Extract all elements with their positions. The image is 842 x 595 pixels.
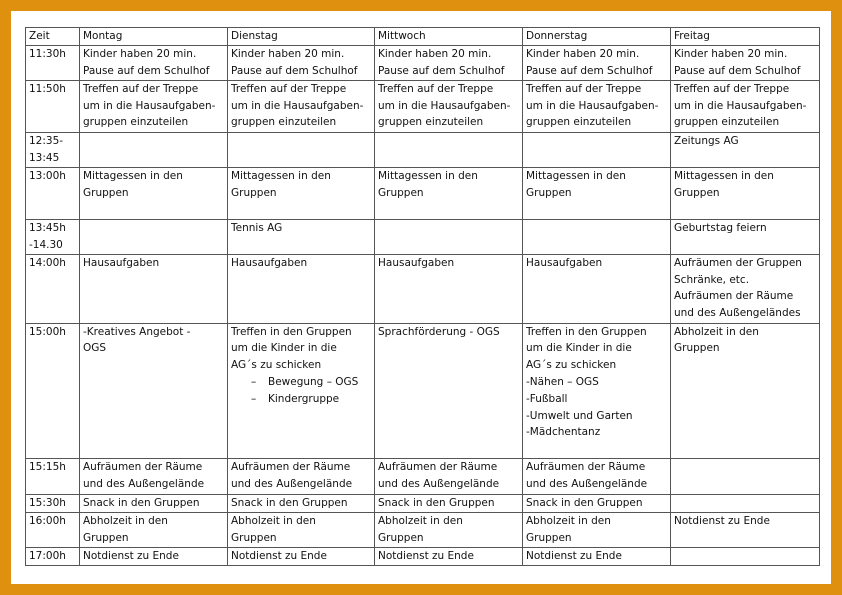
cell-text-line: Mittagessen in den	[83, 169, 183, 182]
schedule-cell	[523, 512, 671, 547]
time-label: 15:15h	[29, 461, 66, 474]
cell-text-line: Zeitungs AG	[674, 134, 739, 147]
cell-text-line: Notdienst zu Ende	[231, 549, 327, 562]
schedule-cell	[523, 254, 671, 323]
cell-text-line: Notdienst zu Ende	[378, 549, 474, 562]
cell-text-line: Gruppen	[674, 186, 720, 199]
cell-text-line: Geburtstag feiern	[674, 221, 767, 234]
time-cell	[26, 323, 80, 459]
cell-text-line: Notdienst zu Ende	[526, 549, 622, 562]
cell-text-line: Gruppen	[378, 186, 424, 199]
cell-text-line: Mittagessen in den	[378, 169, 478, 182]
table-row	[26, 459, 820, 494]
cell-text-line: und des Außengelände	[83, 478, 205, 491]
cell-text-line: Treffen auf der Treppe	[378, 82, 494, 95]
schedule-cell	[375, 494, 523, 512]
schedule-cell	[228, 459, 375, 494]
schedule-cell	[80, 254, 228, 323]
cell-text-line: Aufräumen der Räume	[83, 461, 203, 474]
cell-text-line: und des Außengelände	[378, 478, 500, 491]
schedule-cell	[80, 167, 228, 219]
table-row	[26, 219, 820, 254]
schedule-cell	[375, 45, 523, 80]
schedule-cell	[671, 547, 820, 565]
table-row	[26, 132, 820, 167]
table-row	[26, 45, 820, 80]
header-label: Donnerstag	[526, 30, 588, 42]
cell-text-line: Abholzeit in den	[231, 514, 316, 527]
schedule-cell	[228, 547, 375, 565]
schedule-cell	[375, 132, 523, 167]
cell-text-line: Treffen auf der Treppe	[526, 82, 642, 95]
schedule-cell	[375, 219, 523, 254]
time-cell	[26, 254, 80, 323]
schedule-cell	[80, 459, 228, 494]
time-label: 11:50h	[29, 82, 66, 95]
schedule-cell	[375, 80, 523, 132]
schedule-cell	[228, 323, 375, 459]
header-cell-day	[523, 28, 671, 46]
cell-text-line: Aufräumen der Gruppen	[674, 256, 802, 269]
time-label: 13:00h	[29, 169, 66, 182]
schedule-cell	[523, 547, 671, 565]
cell-text-line: Kinder haben 20 min.	[83, 47, 197, 60]
document-page	[11, 11, 831, 584]
schedule-cell	[375, 547, 523, 565]
time-cell	[26, 219, 80, 254]
cell-text-line: Hausaufgaben	[378, 256, 455, 269]
cell-text-line: Mittagessen in den	[231, 169, 331, 182]
header-cell-day	[671, 28, 820, 46]
schedule-cell	[228, 512, 375, 547]
schedule-cell	[375, 512, 523, 547]
cell-text-line: Pause auf dem Schulhof	[83, 64, 210, 77]
time-cell	[26, 547, 80, 565]
time-cell	[26, 45, 80, 80]
cell-text-line: Gruppen	[83, 186, 129, 199]
cell-text-line: Aufräumen der Räume	[378, 461, 498, 474]
schedule-cell	[80, 219, 228, 254]
cell-text-line: OGS	[83, 342, 107, 355]
cell-text-line: Treffen auf der Treppe	[231, 82, 347, 95]
cell-text-line: Pause auf dem Schulhof	[378, 64, 505, 77]
schedule-cell	[375, 459, 523, 494]
cell-text-line: -Mädchentanz	[526, 426, 601, 439]
cell-text-line: gruppen einzuteilen	[378, 116, 484, 129]
cell-text-line: Schränke, etc.	[674, 273, 750, 286]
time-label: 15:00h	[29, 325, 66, 338]
schedule-cell	[671, 219, 820, 254]
schedule-cell	[671, 167, 820, 219]
cell-text-line: Hausaufgaben	[231, 256, 308, 269]
time-label: 15:30h	[29, 496, 66, 509]
header-row	[26, 28, 820, 46]
schedule-table	[25, 27, 820, 566]
cell-text-line: Kinder haben 20 min.	[674, 47, 788, 60]
cell-text-line: Mittagessen in den	[526, 169, 626, 182]
schedule-cell	[671, 132, 820, 167]
cell-text-line: gruppen einzuteilen	[674, 116, 780, 129]
schedule-cell	[523, 459, 671, 494]
schedule-cell	[375, 254, 523, 323]
time-cell	[26, 494, 80, 512]
schedule-cell	[228, 45, 375, 80]
cell-text-line: Snack in den Gruppen	[83, 496, 200, 509]
cell-text-line: und des Außengelände	[526, 478, 648, 491]
schedule-cell	[228, 494, 375, 512]
cell-text-line: Abholzeit in den	[378, 514, 463, 527]
cell-text-line: Notdienst zu Ende	[83, 549, 179, 562]
cell-text-line: Treffen in den Gruppen	[526, 325, 647, 338]
cell-text-line: Mittagessen in den	[674, 169, 774, 182]
cell-text-line: Pause auf dem Schulhof	[526, 64, 653, 77]
cell-text-line: Aufräumen der Räume	[526, 461, 646, 474]
schedule-cell	[80, 80, 228, 132]
cell-text-line: Notdienst zu Ende	[674, 514, 770, 527]
schedule-cell	[671, 459, 820, 494]
cell-text-line: Treffen auf der Treppe	[83, 82, 199, 95]
cell-text-line: Gruppen	[83, 531, 129, 544]
cell-text-line: Gruppen	[231, 186, 277, 199]
cell-text-line: Pause auf dem Schulhof	[231, 64, 358, 77]
cell-text-line: Kinder haben 20 min.	[526, 47, 640, 60]
schedule-cell	[671, 80, 820, 132]
table-row	[26, 167, 820, 219]
cell-text-line: Abholzeit in den	[674, 325, 759, 338]
cell-text-line: Snack in den Gruppen	[231, 496, 348, 509]
schedule-cell	[523, 80, 671, 132]
schedule-cell	[671, 512, 820, 547]
time-label: 12:35-	[29, 134, 64, 147]
schedule-cell	[671, 494, 820, 512]
cell-text-line: Abholzeit in den	[526, 514, 611, 527]
schedule-cell	[375, 167, 523, 219]
cell-text-line: und des Außengelände	[231, 478, 353, 491]
cell-text-line: AG´s zu schicken	[526, 359, 617, 372]
cell-text-line: und des Außengeländes	[674, 307, 801, 320]
time-label: 17:00h	[29, 549, 66, 562]
cell-bullet-item: – Bewegung – OGS	[231, 374, 374, 391]
table-row	[26, 547, 820, 565]
header-cell-day	[80, 28, 228, 46]
cell-text-line: Kinder haben 20 min.	[231, 47, 345, 60]
schedule-cell	[523, 45, 671, 80]
cell-text-line: um die Kinder in die	[526, 342, 632, 355]
cell-text-line: Snack in den Gruppen	[526, 496, 643, 509]
schedule-cell	[523, 132, 671, 167]
time-cell	[26, 459, 80, 494]
header-cell-day	[375, 28, 523, 46]
time-cell	[26, 512, 80, 547]
time-label: -14.30	[29, 238, 63, 251]
time-cell	[26, 167, 80, 219]
cell-text-line: -Fußball	[526, 392, 568, 405]
cell-text-line: Pause auf dem Schulhof	[674, 64, 801, 77]
cell-text-line: um in die Hausaufgaben-	[378, 99, 511, 112]
cell-text-line: Tennis AG	[231, 221, 283, 234]
cell-text-line: Abholzeit in den	[83, 514, 168, 527]
time-label: 13:45h	[29, 221, 66, 234]
cell-text-line: Treffen in den Gruppen	[231, 325, 352, 338]
time-label: 11:30h	[29, 47, 66, 60]
cell-text-line: Aufräumen der Räume	[674, 290, 794, 303]
table-row	[26, 323, 820, 459]
time-label: 14:00h	[29, 256, 66, 269]
header-label: Freitag	[674, 30, 710, 42]
cell-text-line: Snack in den Gruppen	[378, 496, 495, 509]
cell-text-line: Hausaufgaben	[526, 256, 603, 269]
cell-text-line: Sprachförderung - OGS	[378, 325, 500, 338]
table-row	[26, 254, 820, 323]
table-row	[26, 512, 820, 547]
cell-text-line: gruppen einzuteilen	[526, 116, 632, 129]
cell-text-line: -Nähen – OGS	[526, 375, 599, 388]
time-cell	[26, 80, 80, 132]
schedule-cell	[671, 45, 820, 80]
cell-text-line: AG´s zu schicken	[231, 359, 322, 372]
schedule-cell	[80, 323, 228, 459]
schedule-cell	[523, 323, 671, 459]
schedule-cell	[80, 547, 228, 565]
header-label: Dienstag	[231, 30, 278, 42]
cell-text-line: um in die Hausaufgaben-	[674, 99, 807, 112]
schedule-cell	[671, 254, 820, 323]
schedule-cell	[80, 512, 228, 547]
schedule-cell	[523, 494, 671, 512]
time-label: 16:00h	[29, 514, 66, 527]
cell-text-line: gruppen einzuteilen	[83, 116, 189, 129]
cell-text-line: Gruppen	[674, 342, 720, 355]
schedule-cell	[228, 219, 375, 254]
cell-text-line: Gruppen	[231, 531, 277, 544]
cell-text-line: um die Kinder in die	[231, 342, 337, 355]
schedule-cell	[80, 132, 228, 167]
cell-bullet-item: – Kindergruppe	[231, 391, 374, 408]
cell-text-line: gruppen einzuteilen	[231, 116, 337, 129]
schedule-cell	[80, 45, 228, 80]
table-row	[26, 494, 820, 512]
table-row	[26, 80, 820, 132]
time-label: 13:45	[29, 151, 60, 164]
header-cell-day	[228, 28, 375, 46]
schedule-cell	[671, 323, 820, 459]
cell-text-line: -Kreatives Angebot -	[83, 325, 191, 338]
schedule-cell	[228, 254, 375, 323]
schedule-cell	[523, 167, 671, 219]
time-cell	[26, 132, 80, 167]
schedule-cell	[523, 219, 671, 254]
header-label: Montag	[83, 30, 123, 42]
schedule-cell	[228, 167, 375, 219]
cell-text-line: Hausaufgaben	[83, 256, 160, 269]
cell-text-line: -Umwelt und Garten	[526, 409, 633, 422]
cell-text-line: Gruppen	[526, 531, 572, 544]
cell-text-line: Gruppen	[378, 531, 424, 544]
schedule-cell	[80, 494, 228, 512]
cell-text-line: Kinder haben 20 min.	[378, 47, 492, 60]
header-cell-time	[26, 28, 80, 46]
cell-text-line: Gruppen	[526, 186, 572, 199]
cell-text-line: um in die Hausaufgaben-	[231, 99, 364, 112]
cell-text-line: um in die Hausaufgaben-	[526, 99, 659, 112]
schedule-cell	[228, 80, 375, 132]
header-label: Mittwoch	[378, 30, 426, 42]
cell-text-line: um in die Hausaufgaben-	[83, 99, 216, 112]
cell-text-line: Aufräumen der Räume	[231, 461, 351, 474]
header-label: Zeit	[29, 30, 50, 42]
schedule-cell	[375, 323, 523, 459]
cell-text-line: Treffen auf der Treppe	[674, 82, 790, 95]
schedule-cell	[228, 132, 375, 167]
